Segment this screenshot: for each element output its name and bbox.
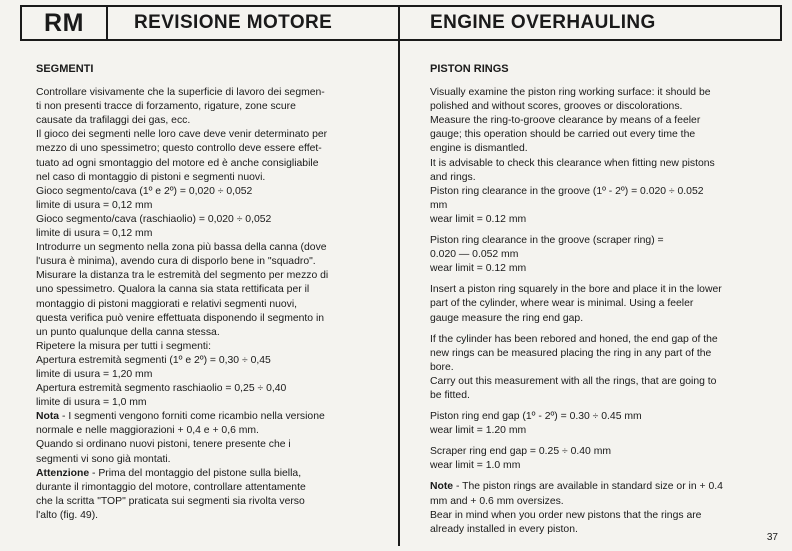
text-line: nel caso di montaggio di pistoni e segmenti nuovi. xyxy=(36,171,266,183)
text-line: gauge; this operation should be carried out every time the xyxy=(430,129,696,141)
italian-body xyxy=(36,86,388,410)
page-header xyxy=(20,5,782,41)
text-line: mm and + 0.6 mm oversizes. xyxy=(430,495,564,507)
title-italian: REVISIONE MOTORE xyxy=(108,7,400,39)
text-line: Controllare visivamente che la superficie di lavoro dei segmen- xyxy=(36,87,325,99)
text-line: If the cylinder has been rebored and honed, the end gap of the xyxy=(430,333,718,345)
text-line: Ripetere la misura per tutti i segmenti: xyxy=(36,340,211,352)
text-line: Misurare la distanza tra le estremità del segmento per mezzo di xyxy=(36,270,329,282)
text-line: Measure the ring-to-groove clearance by means of a feeler xyxy=(430,115,701,127)
text-line: Insert a piston ring squarely in the bore and place it in the lower xyxy=(430,284,722,296)
text-line: l'alto (fig. 49). xyxy=(36,509,99,521)
text-line: Visually examine the piston ring working surface: it should be xyxy=(430,87,711,99)
section-title-segmenti: SEGMENTI xyxy=(36,63,94,75)
text-line: wear limit = 1.20 mm xyxy=(430,425,527,437)
text-line: Scraper ring end gap = 0.25 ÷ 0.40 mm xyxy=(430,446,612,458)
italian-attention-first-line: Attenzione - Prima del montaggio del pistone sulla biella, xyxy=(36,467,302,479)
text-line: tuato ad ogni smontaggio del motore ed è anche consigliabile xyxy=(36,157,319,169)
text-line: Gioco segmento/cava (raschiaolio) = 0,020 ÷ 0,052 xyxy=(36,213,272,225)
english-block-2 xyxy=(430,234,775,276)
text-line: Il gioco dei segmenti nelle loro cave deve venir determinato per xyxy=(36,129,328,141)
text-line: Piston ring clearance in the groove (scraper ring) = xyxy=(430,235,664,247)
text-line: wear limit = 0.12 mm xyxy=(430,213,527,225)
text-line: bore. xyxy=(430,361,454,373)
english-note xyxy=(430,480,775,536)
english-block-3 xyxy=(430,283,775,325)
text-line: polished and without scores, grooves or discolorations. xyxy=(430,101,683,113)
text-line: montaggio di pistoni maggiorati e relativi segmenti nuovi, xyxy=(36,298,298,310)
note-label: Note xyxy=(430,481,454,493)
text-line: Piston ring end gap (1º - 2º) = 0.30 ÷ 0.45 mm xyxy=(430,411,642,423)
text-line: limite di usura = 0,12 mm xyxy=(36,199,153,211)
text-line: Gioco segmento/cava (1º e 2º) = 0,020 ÷ 0,052 xyxy=(36,185,253,197)
text-line: Apertura estremità segmenti (1º e 2º) = 0,30 ÷ 0,45 xyxy=(36,354,271,366)
english-block-1 xyxy=(430,86,775,227)
text-line: It is advisable to check this clearance when fitting new pistons xyxy=(430,157,715,169)
text-line: new rings can be measured placing the ring in any part of the xyxy=(430,347,712,359)
text-line: wear limit = 1.0 mm xyxy=(430,460,521,472)
text-line: durante il rimontaggio del motore, controllare attentamente xyxy=(36,481,306,493)
text-line: segmenti vi sono già montati. xyxy=(36,453,171,465)
model-code: RM xyxy=(22,7,108,39)
text-line: questa verifica può venire effettuata disponendo il segmento in xyxy=(36,312,325,324)
title-english: ENGINE OVERHAULING xyxy=(430,12,656,33)
text-line: limite di usura = 1,20 mm xyxy=(36,368,153,380)
text-line: che la scritta "TOP" praticata sui segmenti sia rivolta verso xyxy=(36,495,305,507)
italian-column xyxy=(36,62,388,523)
text-line: normale e nelle maggiorazioni + 0,4 e + 0,6 mm. xyxy=(36,425,259,437)
text-line: part of the cylinder, where wear is minimal. Using a feeler xyxy=(430,298,694,310)
text-line: wear limit = 0.12 mm xyxy=(430,263,527,275)
text-line: gauge measure the ring end gap. xyxy=(430,312,584,324)
text-line: Piston ring clearance in the groove (1º - 2º) = 0.020 ÷ 0.052 xyxy=(430,185,704,197)
column-divider xyxy=(398,40,400,546)
text-line: ti non presenti tracce di forzamento, rigature, zone scure xyxy=(36,101,296,113)
text-line: Carry out this measurement with all the rings, that are going to xyxy=(430,375,717,387)
text-line: l'usura è minima), avendo cura di disporlo bene in "squadro". xyxy=(36,256,316,268)
english-block-5 xyxy=(430,410,775,438)
attention-label: Attenzione xyxy=(36,467,90,479)
text-line: already installed in every piston. xyxy=(430,523,578,535)
italian-note-first-line: Nota - I segmenti vengono forniti come ricambio nella versione xyxy=(36,411,325,423)
english-note-first-line: Note - The piston rings are available in standard size or in + 0.4 xyxy=(430,481,723,493)
text-line: limite di usura = 0,12 mm xyxy=(36,228,153,240)
text-line: Apertura estremità segmento raschiaolio = 0,25 ÷ 0,40 xyxy=(36,383,287,395)
note-label: Nota xyxy=(36,411,60,423)
text-line: causate da trafilaggi dei gas, ecc. xyxy=(36,115,191,127)
text-line: mezzo di uno spessimetro; questo controllo deve essere effet- xyxy=(36,143,322,155)
section-title-piston-rings: PISTON RINGS xyxy=(430,63,509,75)
page-number: 37 xyxy=(766,532,778,543)
text-line: Introdurre un segmento nella zona più bassa della canna (dove xyxy=(36,242,327,254)
text-line: Quando si ordinano nuovi pistoni, tenere presente che i xyxy=(36,439,291,451)
text-line: limite di usura = 1,0 mm xyxy=(36,397,147,409)
text-line: Bear in mind when you order new pistons that the rings are xyxy=(430,509,702,521)
text-line: uno spessimetro. Qualora la canna sia stata rettificata per il xyxy=(36,284,310,296)
english-block-4 xyxy=(430,333,775,403)
english-block-6 xyxy=(430,445,775,473)
text-line: un punto qualunque della canna stessa. xyxy=(36,326,220,338)
text-line: 0.020 — 0.052 mm xyxy=(430,249,519,261)
english-column xyxy=(430,62,775,537)
text-line: engine is dismantled. xyxy=(430,143,528,155)
text-line: and rings. xyxy=(430,171,476,183)
text-line: mm xyxy=(430,199,448,211)
text-line: be fitted. xyxy=(430,389,470,401)
